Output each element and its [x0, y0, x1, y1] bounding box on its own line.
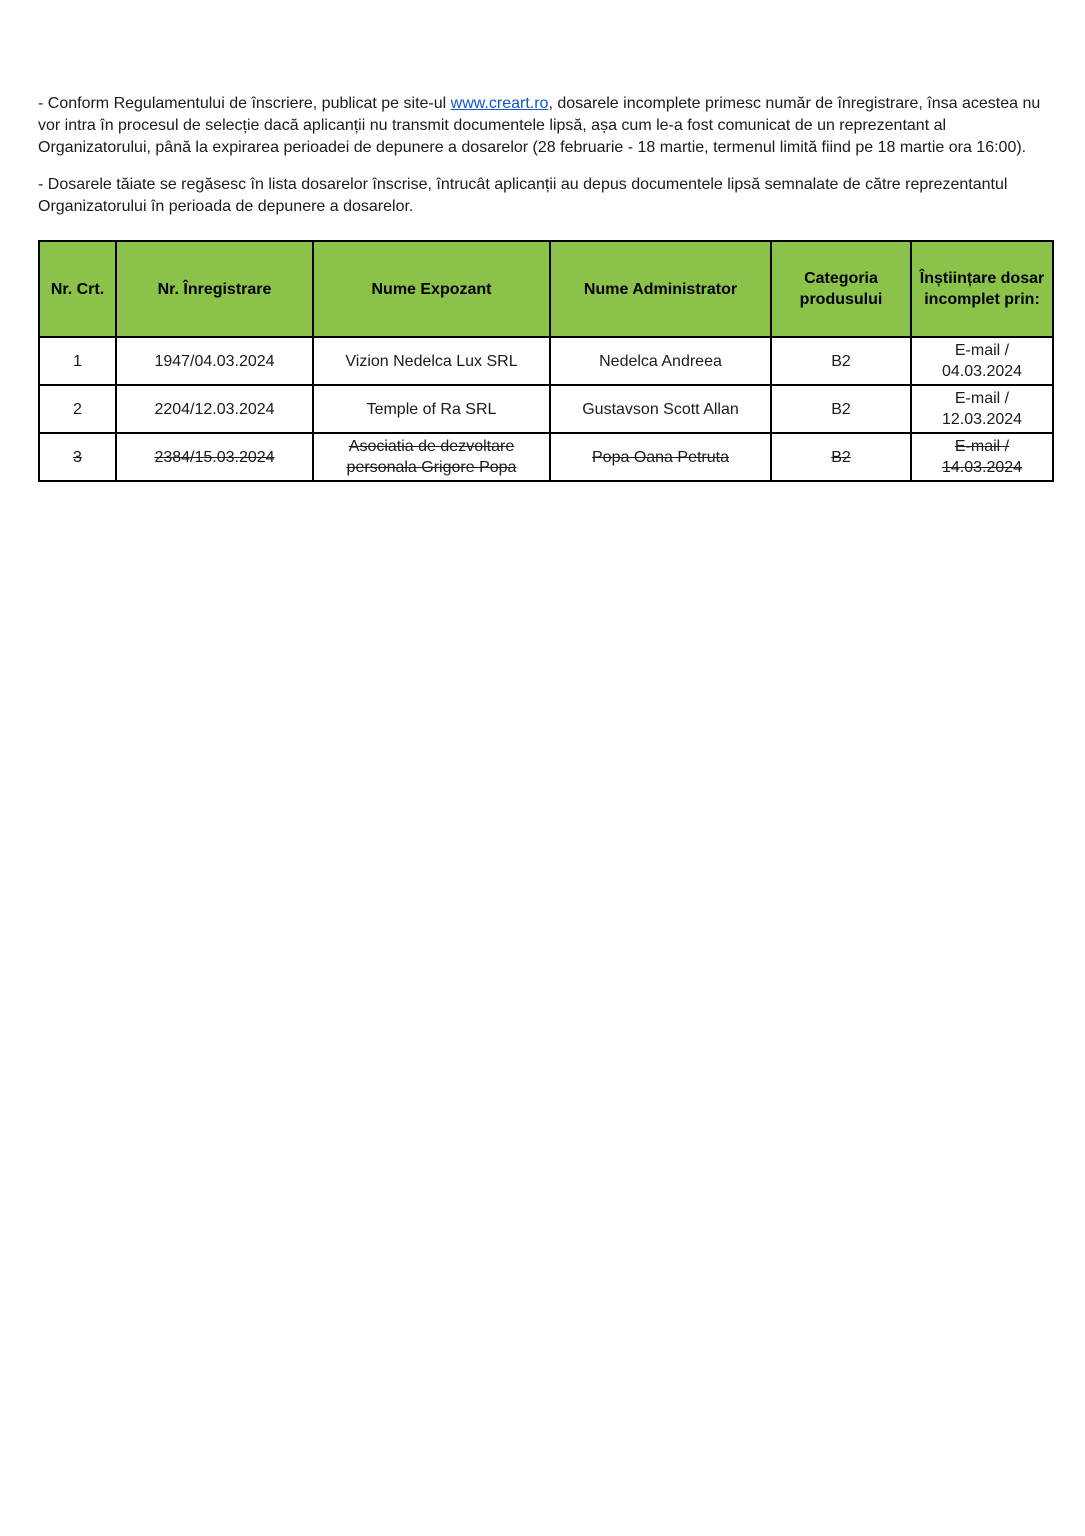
cell-nr-inregistrare: 1947/04.03.2024	[116, 337, 313, 385]
header-nume-expozant: Nume Expozant	[313, 241, 550, 337]
header-nr-inregistrare: Nr. Înregistrare	[116, 241, 313, 337]
cell-nr-inregistrare: 2384/15.03.2024	[116, 433, 313, 481]
cell-instiintare: E-mail / 12.03.2024	[911, 385, 1053, 433]
cell-nume-administrator: Gustavson Scott Allan	[550, 385, 771, 433]
cell-categoria-produsului: B2	[771, 337, 911, 385]
paragraph-regulament	[38, 93, 1048, 159]
cell-nr-crt: 1	[39, 337, 116, 385]
cell-nume-expozant: Temple of Ra SRL	[313, 385, 550, 433]
cell-nr-crt: 2	[39, 385, 116, 433]
paragraph-dosare-taiate-text: - Dosarele tăiate se regăsesc în lista dosarelor înscrise, întrucât aplicanții au depus documentele lipsă semnalate de către reprezentantul Organizatorului în perioada de depunere a dosarelor.	[38, 176, 1008, 215]
cell-nume-administrator: Popa Oana Petruta	[550, 433, 771, 481]
cell-instiintare: E-mail / 14.03.2024	[911, 433, 1053, 481]
cell-nr-inregistrare: 2204/12.03.2024	[116, 385, 313, 433]
table-row	[39, 337, 1053, 385]
dosare-incomplete-table	[38, 240, 1054, 482]
header-instiintare: Înștiințare dosar incomplet prin:	[911, 241, 1053, 337]
table-header-row	[39, 241, 1053, 337]
paragraph-dosare-taiate	[38, 174, 1048, 218]
cell-nume-administrator: Nedelca Andreea	[550, 337, 771, 385]
paragraph-regulament-before-link: - Conform Regulamentului de înscriere, publicat pe site-ul	[38, 95, 451, 112]
creart-link[interactable]: www.creart.ro	[450, 95, 549, 112]
table-row-struck	[39, 433, 1053, 481]
header-nume-administrator: Nume Administrator	[550, 241, 771, 337]
header-categoria-produsului: Categoria produsului	[771, 241, 911, 337]
header-nr-crt: Nr. Crt.	[39, 241, 116, 337]
table-row	[39, 385, 1053, 433]
paragraph-regulament-after-link: , dosarele incomplete primesc număr de înregistrare, însa acestea nu vor intra în procesul de selecție dacă aplicanții nu transmit documentele lipsă, așa cum le-a fost comunicat de un reprezentant al Organizatorului, până la expirarea perioadei de depunere a dosarelor (28 februarie - 18 martie, termenul limită fiind pe 18 martie ora 16:00).	[38, 95, 1041, 156]
cell-nr-crt: 3	[39, 433, 116, 481]
cell-categoria-produsului: B2	[771, 433, 911, 481]
cell-nume-expozant: Vizion Nedelca Lux SRL	[313, 337, 550, 385]
cell-categoria-produsului: B2	[771, 385, 911, 433]
cell-nume-expozant: Asociatia de dezvoltare personala Grigore Popa	[313, 433, 550, 481]
cell-instiintare: E-mail / 04.03.2024	[911, 337, 1053, 385]
